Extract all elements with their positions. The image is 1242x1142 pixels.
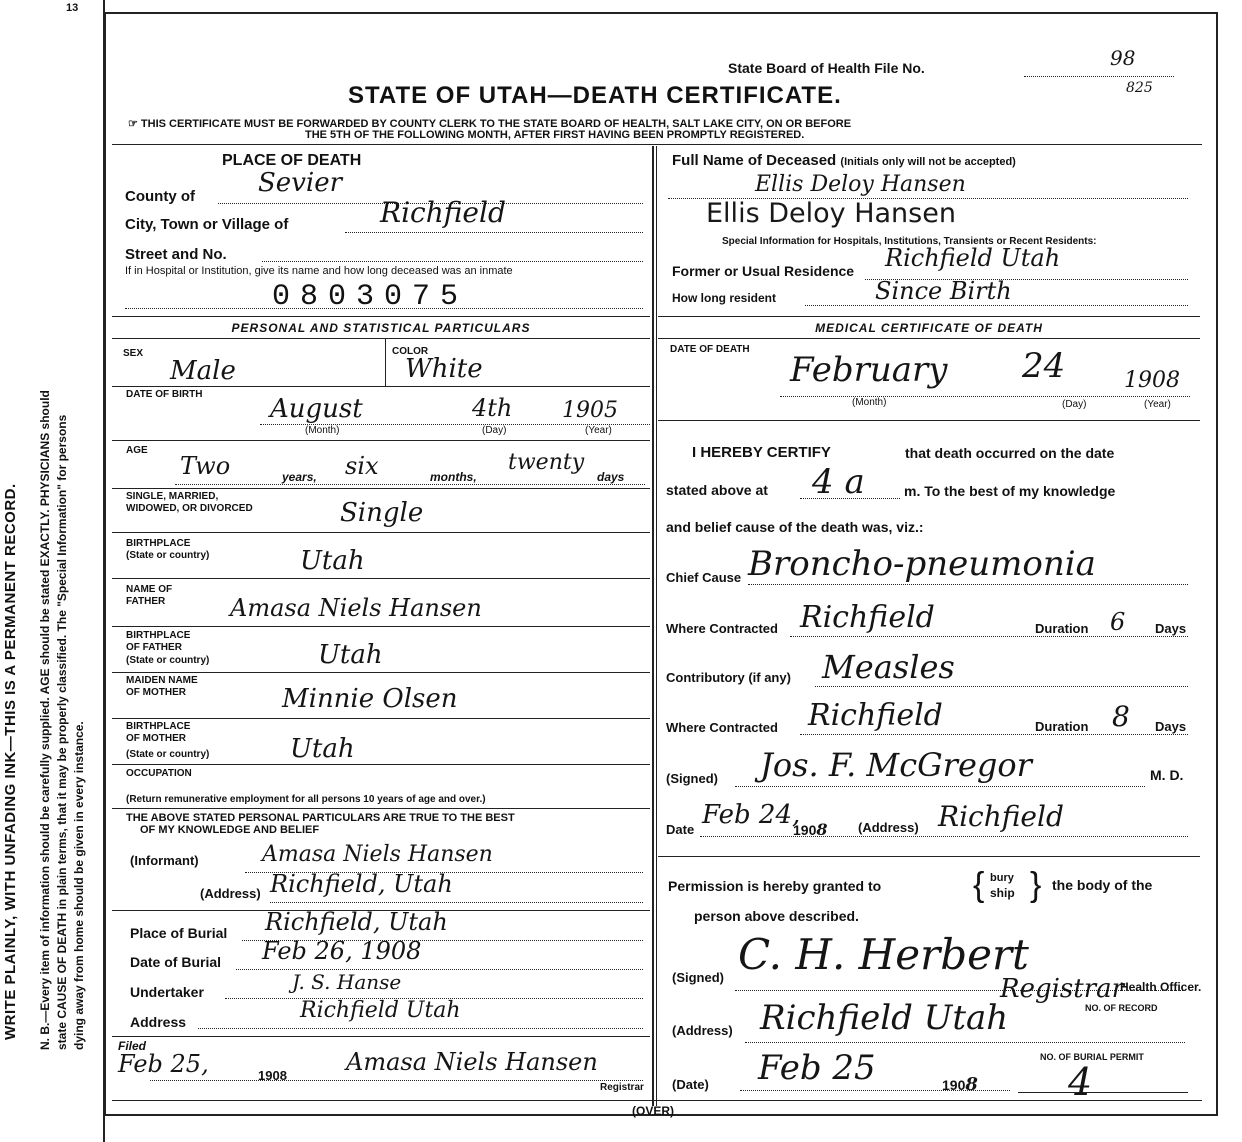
father-birthplace-value: Utah bbox=[318, 640, 383, 670]
dod-year: 1908 bbox=[1124, 368, 1180, 393]
middle-divider bbox=[652, 146, 654, 1106]
contributory-value: Measles bbox=[822, 648, 955, 686]
personal-heading: PERSONAL AND STATISTICAL PARTICULARS bbox=[231, 321, 531, 335]
header-rule bbox=[112, 144, 1202, 145]
bury-ship-close-brace: } bbox=[1030, 866, 1042, 904]
physician-signature: Jos. F. McGregor bbox=[760, 746, 1032, 784]
dod-label: DATE OF DEATH bbox=[670, 344, 750, 355]
filed-year: 1908 bbox=[258, 1068, 287, 1083]
file-number-value: 98 bbox=[1110, 46, 1136, 70]
where-contracted-1-value: Richfield bbox=[800, 600, 935, 635]
filed-label: Filed bbox=[118, 1039, 147, 1053]
dob-year-caption: (Year) bbox=[585, 425, 612, 436]
dob-label: DATE OF BIRTH bbox=[126, 389, 203, 400]
father-birthplace-rule bbox=[112, 672, 650, 673]
color-value: White bbox=[405, 354, 483, 384]
permission-text-2: the body of the bbox=[1052, 877, 1153, 893]
registrar-label: Registrar bbox=[600, 1082, 644, 1093]
ship-option: ship bbox=[990, 886, 1015, 900]
certificate-date-rule bbox=[700, 836, 1188, 837]
personal-heading-top-rule bbox=[112, 316, 650, 317]
sex-rule bbox=[112, 386, 650, 387]
age-days-caption: days bbox=[597, 470, 625, 484]
record-number-label: NO. OF RECORD bbox=[1085, 1003, 1158, 1013]
age-years-caption: years, bbox=[282, 470, 317, 484]
notice-line-2: THE 5TH OF THE FOLLOWING MONTH, AFTER FIRST HAVING BEEN PROMPTLY REGISTERED. bbox=[305, 129, 805, 141]
burial-permit-box bbox=[1018, 1064, 1188, 1093]
age-rule bbox=[175, 484, 645, 485]
file-number-extra: 825 bbox=[1126, 80, 1153, 96]
dob-day: 4th bbox=[472, 394, 513, 422]
deceased-name-label bbox=[672, 152, 1016, 169]
permission-top-rule bbox=[658, 856, 1200, 857]
permission-text-3: person above described. bbox=[694, 908, 859, 924]
burial-permit-number: 4 bbox=[1068, 1060, 1093, 1104]
father-value: Amasa Niels Hansen bbox=[230, 594, 482, 622]
undertaker-label: Undertaker bbox=[130, 984, 204, 1000]
where-contracted-2-value: Richfield bbox=[808, 698, 943, 733]
mother-label-2: OF MOTHER bbox=[126, 687, 186, 698]
permission-date-label: (Date) bbox=[672, 1077, 709, 1092]
notice-text-1: THIS CERTIFICATE MUST BE FORWARDED BY COUNTY CLERK TO THE STATE BOARD OF HEALTH, SALT LAKE CITY, ON OR BEFORE bbox=[140, 118, 852, 130]
age-bottom-rule bbox=[112, 488, 650, 489]
permission-date-year-prefix: 190 bbox=[942, 1077, 966, 1093]
resident-value: Since Birth bbox=[875, 277, 1012, 305]
mother-birthplace-rule bbox=[112, 764, 650, 765]
residence-label: Former or Usual Residence bbox=[672, 263, 855, 279]
mother-birthplace-label-1: BIRTHPLACE bbox=[126, 721, 191, 732]
physician-signed-label: (Signed) bbox=[666, 771, 718, 786]
md-label: M. D. bbox=[1150, 767, 1184, 783]
informant-address-value: Richfield, Utah bbox=[270, 870, 453, 898]
father-label-1: NAME OF bbox=[126, 584, 173, 595]
where-contracted-2-rule bbox=[800, 734, 1188, 735]
age-years: Two bbox=[180, 452, 231, 480]
certificate-date-year-prefix: 190 bbox=[793, 822, 817, 838]
marital-label-2: WIDOWED, OR DIVORCED bbox=[126, 503, 253, 514]
resident-rule bbox=[805, 305, 1188, 306]
statement-line-1: THE ABOVE STATED PERSONAL PARTICULARS ARE TRUE TO THE BEST bbox=[126, 812, 515, 824]
burial-bottom-rule bbox=[112, 1036, 650, 1037]
certify-text-4: m. To the best of my knowledge bbox=[904, 483, 1116, 499]
middle-divider-2 bbox=[656, 146, 657, 1106]
certify-text-2: that death occurred on the date bbox=[905, 445, 1115, 461]
deceased-name-value-1: Ellis Deloy Hansen bbox=[755, 172, 966, 197]
resident-label: How long resident bbox=[672, 291, 777, 305]
death-time-value: 4 a bbox=[812, 462, 865, 502]
certificate-date-label: Date bbox=[666, 822, 695, 837]
father-birthplace-label-2: OF FATHER bbox=[126, 642, 182, 653]
personal-heading-bottom-rule bbox=[112, 338, 650, 339]
burial-place-label: Place of Burial bbox=[130, 925, 228, 941]
age-months: six bbox=[345, 452, 379, 480]
health-officer-signed-label: (Signed) bbox=[672, 970, 724, 985]
medical-heading-top-rule bbox=[658, 316, 1200, 317]
informant-value: Amasa Niels Hansen bbox=[262, 842, 493, 867]
filed-value: Feb 25, bbox=[118, 1050, 209, 1078]
registrar-handwritten: Registrar bbox=[1000, 974, 1125, 1004]
dob-bottom-rule bbox=[112, 440, 650, 441]
where-contracted-2-label: Where Contracted bbox=[666, 720, 778, 735]
informant-label: (Informant) bbox=[130, 853, 199, 868]
margin-note-line2: state CAUSE OF DEATH in plain terms, that it may be properly classified. The "Special Information" for persons bbox=[55, 414, 69, 1050]
special-info-note: Special Information for Hospitals, Institutions, Transients or Recent Residents: bbox=[722, 236, 1097, 247]
marital-value: Single bbox=[340, 498, 424, 528]
chief-cause-rule bbox=[748, 584, 1188, 585]
dod-month: February bbox=[790, 350, 948, 390]
duration-1-value: 6 bbox=[1110, 608, 1126, 636]
birthplace-label: BIRTHPLACE bbox=[126, 538, 191, 549]
dob-day-caption: (Day) bbox=[482, 425, 507, 436]
health-officer-signature: C. H. Herbert bbox=[738, 930, 1029, 979]
age-label: AGE bbox=[126, 445, 148, 456]
left-margin-rule bbox=[103, 0, 105, 1142]
certificate-address-label: (Address) bbox=[858, 820, 919, 835]
permission-address-rule bbox=[745, 1042, 1185, 1043]
margin-note-line3: dying away from home should be given in every instance. bbox=[72, 721, 86, 1050]
place-of-death-heading: PLACE OF DEATH bbox=[222, 152, 362, 169]
permission-date-year bbox=[942, 1074, 978, 1095]
birthplace-sub: (State or country) bbox=[126, 550, 210, 561]
file-number-rule bbox=[1024, 76, 1174, 77]
age-months-caption: months, bbox=[430, 470, 477, 484]
hospital-note: If in Hospital or Institution, give its name and how long deceased was an inmate bbox=[125, 265, 513, 277]
stamped-number-rule bbox=[125, 308, 643, 309]
medical-heading-bottom-rule bbox=[658, 338, 1200, 339]
undertaker-address-value: Richfield Utah bbox=[300, 998, 461, 1023]
deceased-name-note: (Initials only will not be accepted) bbox=[840, 156, 1016, 168]
color-label: COLOR bbox=[392, 346, 429, 357]
sex-value: Male bbox=[170, 356, 236, 386]
street-label: Street and No. bbox=[125, 246, 227, 263]
duration-1-label: Duration bbox=[1035, 621, 1089, 636]
marital-rule bbox=[112, 532, 650, 533]
dob-month: August bbox=[270, 394, 363, 424]
footer-rule bbox=[112, 1100, 1202, 1101]
certify-text-5: and belief cause of the death was, viz.: bbox=[666, 519, 924, 535]
burial-date-value: Feb 26, 1908 bbox=[262, 937, 422, 965]
margin-warning: WRITE PLAINLY, WITH UNFADING INK—THIS IS A PERMANENT RECORD. bbox=[2, 483, 19, 1040]
dod-day-caption: (Day) bbox=[1062, 399, 1087, 410]
duration-2-value: 8 bbox=[1112, 700, 1130, 733]
county-value: Sevier bbox=[258, 168, 343, 198]
sex-label: SEX bbox=[123, 348, 144, 359]
permission-date-year-end: 8 bbox=[965, 1074, 978, 1095]
pointing-hand-icon: ☞ bbox=[128, 118, 141, 130]
certificate-title: STATE OF UTAH—DEATH CERTIFICATE. bbox=[348, 82, 842, 109]
file-number-label: State Board of Health File No. bbox=[728, 60, 925, 76]
chief-cause-label: Chief Cause bbox=[666, 570, 742, 585]
margin-note-line1: N. B.—Every item of information should be carefully supplied. AGE should be stated EXACTLY. PHYSICIANS should bbox=[38, 390, 52, 1050]
where-contracted-1-rule bbox=[790, 636, 1188, 637]
permission-date-rule bbox=[740, 1090, 1010, 1091]
chief-cause-value: Broncho-pneumonia bbox=[748, 544, 1096, 584]
duration-2-days: Days bbox=[1155, 719, 1187, 734]
where-contracted-1-label: Where Contracted bbox=[666, 621, 778, 636]
filed-rule bbox=[150, 1080, 643, 1081]
county-label: County of bbox=[125, 188, 195, 205]
burial-permit-label: NO. OF BURIAL PERMIT bbox=[1040, 1052, 1144, 1062]
father-label-2: FATHER bbox=[126, 596, 166, 607]
city-label: City, Town or Village of bbox=[125, 216, 289, 233]
dod-year-caption: (Year) bbox=[1144, 399, 1171, 410]
birthplace-value: Utah bbox=[300, 546, 365, 576]
mother-rule bbox=[112, 718, 650, 719]
certificate-date-value: Feb 24, bbox=[702, 800, 801, 830]
undertaker-address-rule bbox=[198, 1028, 643, 1029]
bury-ship-open-brace: { bbox=[973, 866, 985, 904]
dob-year: 1905 bbox=[562, 398, 618, 423]
health-officer-label: Health Officer. bbox=[1120, 980, 1202, 994]
sex-color-divider bbox=[385, 338, 386, 386]
over-label: (OVER) bbox=[632, 1104, 674, 1118]
statement-line-2: OF MY KNOWLEDGE AND BELIEF bbox=[140, 824, 320, 836]
father-birthplace-label-1: BIRTHPLACE bbox=[126, 630, 191, 641]
deceased-name-value-2: Ellis Deloy Hansen bbox=[706, 198, 956, 229]
birthplace-rule bbox=[112, 578, 650, 579]
permission-date-value: Feb 25 bbox=[758, 1048, 876, 1088]
dod-bottom-rule bbox=[658, 420, 1200, 421]
dod-rule bbox=[780, 396, 1190, 397]
dod-month-caption: (Month) bbox=[852, 397, 887, 408]
city-rule bbox=[345, 232, 643, 233]
father-birthplace-sub: (State or country) bbox=[126, 655, 210, 666]
certify-text-3: stated above at bbox=[666, 482, 768, 498]
certificate-date-year-end: 8 bbox=[816, 820, 828, 839]
undertaker-value: J. S. Hanse bbox=[292, 970, 402, 994]
mother-value: Minnie Olsen bbox=[282, 684, 458, 714]
dob-month-caption: (Month) bbox=[305, 425, 340, 436]
mother-birthplace-label-2: OF MOTHER bbox=[126, 733, 186, 744]
residence-value: Richfield Utah bbox=[885, 244, 1061, 272]
physician-signed-rule bbox=[735, 786, 1145, 787]
duration-2-label: Duration bbox=[1035, 719, 1089, 734]
undertaker-address-label: Address bbox=[130, 1014, 187, 1030]
deceased-name-label-text: Full Name of Deceased bbox=[672, 152, 837, 169]
burial-date-label: Date of Burial bbox=[130, 954, 222, 970]
occupation-label: OCCUPATION bbox=[126, 768, 192, 779]
informant-address-label: (Address) bbox=[200, 886, 261, 901]
permission-text-1: Permission is hereby granted to bbox=[668, 878, 882, 894]
mother-label-1: MAIDEN NAME bbox=[126, 675, 198, 686]
registrar-value: Amasa Niels Hansen bbox=[346, 1048, 598, 1076]
duration-1-days: Days bbox=[1155, 621, 1187, 636]
contributory-rule bbox=[815, 686, 1188, 687]
occupation-rule bbox=[112, 808, 650, 809]
stamped-number: 0803075 bbox=[272, 280, 469, 314]
occupation-note: (Return remunerative employment for all persons 10 years of age and over.) bbox=[126, 794, 486, 805]
margin-page-number: 13 bbox=[66, 2, 79, 14]
certificate-address-value: Richfield bbox=[938, 800, 1064, 833]
mother-birthplace-value: Utah bbox=[290, 734, 355, 764]
certify-text-1: I HEREBY CERTIFY bbox=[692, 444, 831, 461]
street-rule bbox=[262, 261, 643, 262]
marital-label-1: SINGLE, MARRIED, bbox=[126, 491, 219, 502]
mother-birthplace-sub: (State or country) bbox=[126, 749, 210, 760]
contributory-label: Contributory (if any) bbox=[666, 670, 791, 685]
father-rule bbox=[112, 626, 650, 627]
death-time-rule bbox=[800, 498, 900, 499]
informant-address-rule bbox=[270, 902, 643, 903]
dod-day: 24 bbox=[1022, 346, 1066, 386]
burial-place-value: Richfield, Utah bbox=[265, 908, 448, 936]
bury-option: bury bbox=[990, 872, 1014, 884]
city-value: Richfield bbox=[380, 196, 506, 229]
permission-address-label: (Address) bbox=[672, 1023, 733, 1038]
permission-address-value: Richfield Utah bbox=[760, 998, 1009, 1038]
medical-heading: MEDICAL CERTIFICATE OF DEATH bbox=[815, 321, 1043, 335]
age-days: twenty bbox=[508, 450, 585, 475]
